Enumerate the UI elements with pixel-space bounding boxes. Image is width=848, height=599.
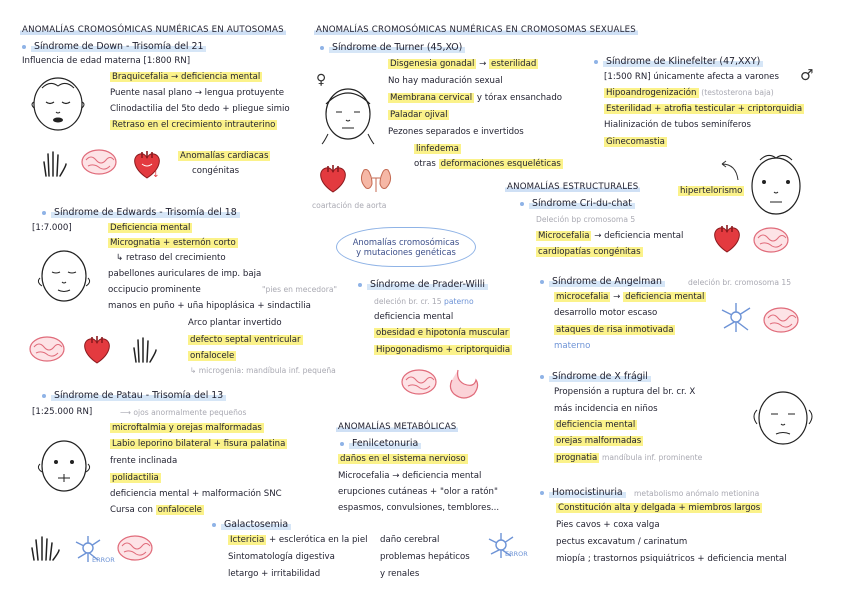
cri-du-chat-face-icon: [746, 150, 806, 218]
autosomas-heading: ANOMALÍAS CROMOSÓMICAS NUMÉRICAS EN AUTOSOMAS: [22, 25, 284, 35]
cri-du-chat-sub: Deleción bp cromosoma 5: [536, 215, 636, 224]
fragilx-feature: Propensión a ruptura del br. cr. X: [554, 387, 696, 397]
edwards-feature: Arco plantar invertido: [188, 318, 282, 328]
galacto-feature: letargo + irritabilidad: [228, 569, 321, 579]
sexuales-heading: ANOMALÍAS CROMOSÓMICAS NUMÉRICAS EN CROMOSOMAS SEXUALES: [316, 25, 636, 35]
fragilx-title: Síndrome de X frágil: [540, 371, 651, 382]
heart-icon: [80, 333, 114, 367]
estructurales-heading: ANOMALÍAS ESTRUCTURALES: [507, 182, 639, 192]
homocistinuria-title: Homocistinuria: [540, 487, 626, 498]
angelman-feature: desarrollo motor escaso: [554, 308, 658, 318]
error-label: ERROR: [92, 556, 115, 564]
galacto-title: Galactosemia: [212, 519, 291, 530]
patau-feature: Labio leporino bilateral + fisura palatina: [112, 439, 286, 449]
edwards-feature: occipucio prominente: [108, 285, 201, 295]
angelman-feature: materno: [554, 341, 591, 351]
fenil-feature: daños en el sistema nervioso: [340, 454, 466, 464]
down-feature: Braquicefalia → deficiencia mental: [112, 72, 261, 82]
hipertelorismo-label: hipertelorismo: [680, 186, 743, 196]
homocistinuria-feature: miopía ; trastornos psiquiátricos + deficiencia mental: [556, 554, 787, 564]
cri-du-chat-feature: cardiopatías congénitas: [538, 247, 641, 257]
hand-icon: [28, 534, 62, 562]
galacto-feature: y renales: [380, 569, 420, 579]
down-feature: Puente nasal plano → lengua protuyente: [110, 88, 285, 98]
cri-du-chat-feature: Microcefalia → deficiencia mental: [538, 231, 684, 241]
edwards-feature: defecto septal ventricular: [190, 335, 301, 345]
turner-feature: Pezones separados e invertidos: [388, 127, 524, 137]
heart-icon: [316, 162, 350, 196]
turner-face-icon: [318, 82, 378, 146]
edwards-title: Síndrome de Edwards - Trisomía del 18: [42, 207, 240, 218]
edwards-feature: Deficiencia mental: [110, 223, 191, 233]
down-arrow-icon: ↓: [152, 170, 160, 180]
turner-feature: linfedema: [416, 144, 459, 154]
patau-feature: microftalmia y orejas malformadas: [112, 423, 262, 433]
prader-feature: obesidad e hipotonía muscular: [376, 328, 509, 338]
patau-note: ⟶ ojos anormalmente pequeños: [120, 408, 247, 417]
patau-feature: deficiencia mental + malformación SNC: [110, 489, 282, 499]
klinefelter-title: Síndrome de Klinefelter (47,XXY): [594, 56, 763, 67]
fragilx-face-icon: [752, 388, 814, 452]
galacto-feature: problemas hepáticos: [380, 552, 470, 562]
center-title-line: Anomalías cromosómicas: [352, 236, 460, 247]
prader-feature: Hipogonadismo + criptorquidia: [376, 345, 511, 355]
down-feature: Clinodactilia del 5to dedo + pliegue simio: [110, 104, 290, 114]
down-title: Síndrome de Down - Trisomía del 21: [22, 41, 206, 52]
fenil-feature: erupciones cutáneas + "olor a ratón": [338, 487, 498, 497]
down-feature: Retraso en el crecimiento intrauterino: [112, 120, 276, 130]
error-label: ERROR: [505, 550, 528, 558]
edwards-feature: Micrognatia + esternón corto: [110, 238, 236, 248]
metabolicas-heading: ANOMALÍAS METABÓLICAS: [338, 422, 457, 432]
turner-feature: Paladar ojival: [390, 110, 448, 120]
edwards-freq: [1:7.000]: [32, 223, 72, 233]
patau-freq: [1:25.000 RN]: [32, 407, 93, 417]
patau-feature: polidactilia: [112, 473, 159, 483]
hand-icon: [38, 148, 68, 178]
center-title: [336, 227, 476, 267]
brain-icon: [762, 306, 800, 334]
klinefelter-feature: Hipoandrogenización (testosterona baja): [606, 88, 774, 98]
fenil-feature: Microcefalia → deficiencia mental: [338, 471, 482, 481]
patau-feature: frente inclinada: [110, 456, 178, 466]
edwards-feature: ↳ retraso del crecimiento: [116, 253, 226, 263]
angelman-feature: microcefalia → deficiencia mental: [556, 292, 705, 302]
edwards-note: "pies en mecedora": [262, 285, 338, 294]
edwards-feature: pabellones auriculares de imp. baja: [108, 269, 262, 279]
angelman-sub: deleción br. cromosoma 15: [688, 278, 792, 287]
curved-arrow-icon: [718, 158, 742, 184]
klinefelter-feature: Hialinización de tubos seminíferos: [604, 120, 752, 130]
angelman-title: Síndrome de Angelman: [540, 276, 665, 287]
prader-title: Síndrome de Prader-Willi: [358, 279, 488, 290]
brain-icon: [752, 226, 790, 254]
prader-sub: deleción br. cr. 15 paterno: [374, 297, 474, 306]
fragilx-feature: orejas malformadas: [556, 436, 642, 446]
brain-icon: [28, 335, 66, 363]
patau-title: Síndrome de Patau - Trisomía del 13: [42, 390, 226, 401]
turner-caption: coartación de aorta: [312, 201, 387, 210]
edwards-note: ↳ microgenia: mandíbula inf. pequeña: [190, 366, 336, 375]
hand-icon: [128, 334, 158, 364]
brain-icon: [400, 368, 438, 396]
homocistinuria-sub: metabolismo anómalo metionina: [634, 489, 760, 498]
down-face-icon: [28, 72, 88, 134]
edwards-face-icon: [36, 246, 94, 306]
down-feature: congénitas: [192, 166, 240, 176]
center-title-line: y mutaciones genéticas: [356, 247, 456, 257]
brain-icon: [116, 534, 154, 562]
fenil-title: Fenilcetonuria: [340, 438, 421, 449]
patau-feature: Cursa con onfalocele: [110, 505, 202, 515]
turner-feature: otras deformaciones esqueléticas: [414, 159, 561, 169]
fragilx-feature: deficiencia mental: [556, 420, 636, 430]
female-icon: ♀: [316, 72, 327, 88]
prader-feature: deficiencia mental: [374, 312, 454, 322]
down-maternal-age: Influencia de edad materna [1:800 RN]: [22, 56, 191, 66]
homocistinuria-feature: Pies cavos + coxa valga: [556, 520, 660, 530]
turner-feature: No hay maduración sexual: [388, 76, 503, 86]
stomach-icon: [448, 366, 482, 400]
homocistinuria-feature: pectus excavatum / carinatum: [556, 537, 688, 547]
down-feature: Anomalías cardiacas: [180, 151, 269, 161]
cri-du-chat-title: Síndrome Cri-du-chat: [520, 198, 635, 209]
patau-face-icon: [36, 436, 94, 496]
fragilx-feature: más incidencia en niños: [554, 404, 658, 414]
turner-feature: Membrana cervical y tórax ensanchado: [390, 93, 563, 103]
galacto-feature: daño cerebral: [380, 535, 440, 545]
fragilx-feature: prognatia mandíbula inf. prominente: [556, 453, 703, 463]
galacto-feature: Ictericia + esclerótica en la piel: [230, 535, 368, 545]
fenil-feature: espasmos, convulsiones, temblores...: [338, 503, 500, 513]
brain-icon: [80, 148, 118, 176]
klinefelter-feature: Ginecomastia: [606, 137, 665, 147]
edwards-feature: onfalocele: [190, 351, 235, 361]
edwards-feature: manos en puño + uña hipoplásica + sindactilia: [108, 301, 311, 311]
klinefelter-freq: [1:500 RN] únicamente afecta a varones: [604, 72, 779, 82]
galacto-feature: Sintomatología digestiva: [228, 552, 335, 562]
male-icon: ♂: [800, 66, 814, 84]
kidney-icon: [358, 164, 394, 194]
angelman-feature: ataques de risa inmotivada: [556, 325, 674, 335]
turner-title: Síndrome de Turner (45,XO): [320, 42, 465, 53]
homocistinuria-feature: Constitución alta y delgada + miembros largos: [558, 503, 761, 513]
turner-feature: Disgenesia gonadal → esterilidad: [390, 59, 537, 69]
klinefelter-feature: Esterilidad + atrofia testicular + criptorquidia: [606, 104, 803, 114]
heart-icon: [710, 222, 744, 256]
neuron-icon: [716, 300, 756, 336]
